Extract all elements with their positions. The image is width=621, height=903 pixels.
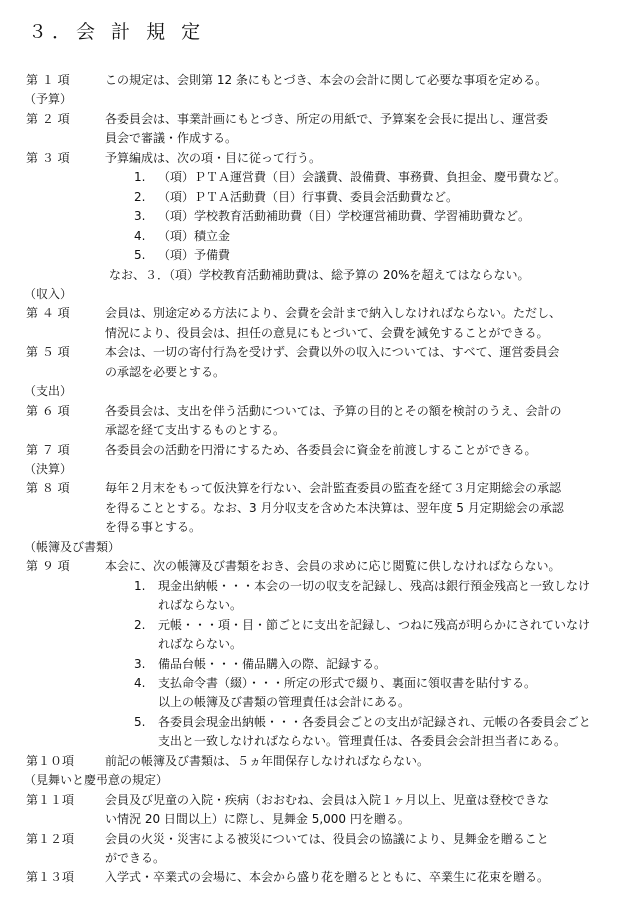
section-heading: （支出） <box>24 384 73 399</box>
list-item-text: 各委員会現金出納帳・・・各委員会ごとの支出が記録され、元帳の各委員会ごと <box>158 714 591 729</box>
article-text: 前記の帳簿及び書類は、５ヵ年間保存しなければならない。 <box>105 753 430 768</box>
article-number: 第 ３ 項 <box>26 150 70 165</box>
list-item-number: 2. <box>134 189 146 204</box>
article-text: 会員及び児童の入院・疾病（おおむね、会員は入院１ヶ月以上、児童は登校できな <box>105 792 550 807</box>
article-text: 本会に、次の帳簿及び書類をおき、会員の求めに応じ閲覧に供しなければならない。 <box>105 559 561 574</box>
article-text: 入学式・卒業式の会場に、本会から盛り花を贈るとともに、卒業生に花束を贈る。 <box>105 870 550 885</box>
article-text: 各委員会は、支出を伴う活動については、予算の目的とその額を検討のうえ、会計の <box>105 403 562 418</box>
list-item-continuation: 支出と一致しなければならない。管理責任は、各委員会会計担当者にある。 <box>158 734 567 749</box>
article-number: 第 ６ 項 <box>26 403 70 418</box>
list-item-number: 3. <box>134 209 146 224</box>
article-number: 第 ２ 項 <box>26 111 70 126</box>
article-number: 第 ４ 項 <box>26 306 70 321</box>
article-text: 予算編成は、次の項・目に従って行う。 <box>105 150 322 165</box>
section-heading: （帳簿及び書類） <box>24 539 121 554</box>
article-text: 承認を経て支出するものとする。 <box>105 423 286 438</box>
article-text: 会員は、別途定める方法により、会費を会計まで納入しなければならない。ただし、 <box>105 306 562 321</box>
article-text: 各委員会は、事業計画にもとづき、所定の用紙で、予算案を会長に提出し、運営委 <box>105 111 549 126</box>
article-number: 第 １ 項 <box>26 73 70 87</box>
list-item-number: 4. <box>134 228 146 243</box>
list-item-number: 5. <box>134 248 146 263</box>
article-text: の承認を必要とする。 <box>105 364 226 379</box>
list-item-number: 1. <box>134 578 146 593</box>
list-item-continuation: ればならない。 <box>158 637 243 652</box>
list-item-text: （項）予備費 <box>158 248 231 263</box>
article-number: 第 ５ 項 <box>26 345 70 360</box>
section-heading: （予算） <box>24 92 73 107</box>
article-number: 第１３項 <box>26 870 75 885</box>
list-item-number: 3. <box>134 656 146 671</box>
article-number: 第１１項 <box>26 792 75 807</box>
article-text: 本会は、一切の寄付行為を受けず、会費以外の収入については、すべて、運営委員会 <box>105 345 560 360</box>
article-text: 会員の火災・災害による被災については、役員会の協議により、見舞金を贈ること <box>105 831 549 846</box>
list-item-number: 4. <box>134 675 146 690</box>
article-number: 第１２項 <box>26 831 75 846</box>
list-item-text: 備品台帳・・・備品購入の際、記録する。 <box>158 656 387 671</box>
article-text: 情況により、役員会は、担任の意見にもとづいて、会費を減免することができる。 <box>105 325 549 340</box>
page-title: ３．会 計 規 定 <box>28 21 206 43</box>
list-item-text: （項）学校教育活動補助費（目）学校運営補助費、学習補助費など。 <box>158 209 531 224</box>
article-text: ができる。 <box>105 851 166 865</box>
article-text: 毎年２月末をもって仮決算を行ない、会計監査委員の監査を経て３月定期総会の承認 <box>105 481 562 496</box>
list-item-number: 5. <box>134 714 146 729</box>
list-item-text: 元帳・・・項・目・節ごとに支出を記録し、つねに残高が明らかにされていなけ <box>158 617 591 632</box>
article-text: を得ることとする。なお、3 月分収支を含めた本決算は、翌年度 5 月定期総会の承認 <box>105 500 564 515</box>
section-heading: （見舞いと慶弔意の規定） <box>24 773 169 788</box>
article-text: を得る事とする。 <box>105 520 202 535</box>
list-item-text: （項）ＰＴＡ運営費（目）会議費、設備費、事務費、負担金、慶弔費など。 <box>158 170 567 185</box>
list-item-number: 1. <box>134 170 146 185</box>
section-heading: （収入） <box>24 286 73 301</box>
article-number: 第 ８ 項 <box>26 481 70 496</box>
article-number: 第１０項 <box>26 753 75 768</box>
article-text: 員会で審議・作成する。 <box>105 131 238 146</box>
list-item-text: （項）ＰＴＡ活動費（目）行事費、委員会活動費など。 <box>158 189 459 204</box>
list-item-text: （項）積立金 <box>158 228 231 243</box>
section-heading: （決算） <box>24 462 73 476</box>
list-item-continuation: ればならない。 <box>158 598 243 613</box>
article-text: 各委員会の活動を円滑にするため、各委員会に資金を前渡しすることができる。 <box>105 442 537 457</box>
note-text: なお、３．（項）学校教育活動補助費は、総予算の 20%を超えてはならない。 <box>109 267 530 282</box>
article-text: この規定は、会則第 12 条にもとづき、本会の会計に関して必要な事項を定める。 <box>105 73 548 87</box>
article-number: 第 ９ 項 <box>26 559 70 574</box>
list-item-number: 2. <box>134 617 146 632</box>
article-number: 第 ７ 項 <box>26 442 70 457</box>
list-item-continuation: 以上の帳簿及び書類の管理責任は会計にある。 <box>158 695 411 710</box>
list-item-text: 現金出納帳・・・本会の一切の収支を記録し、残高は銀行預金残高と一致しなけ <box>158 578 591 593</box>
article-text: い情況 20 日間以上）に際し、見舞金 5,000 円を贈る。 <box>105 812 410 827</box>
list-item-text: 支払命令書（綴）・・・所定の形式で綴り、裏面に領収書を貼付する。 <box>158 675 537 690</box>
